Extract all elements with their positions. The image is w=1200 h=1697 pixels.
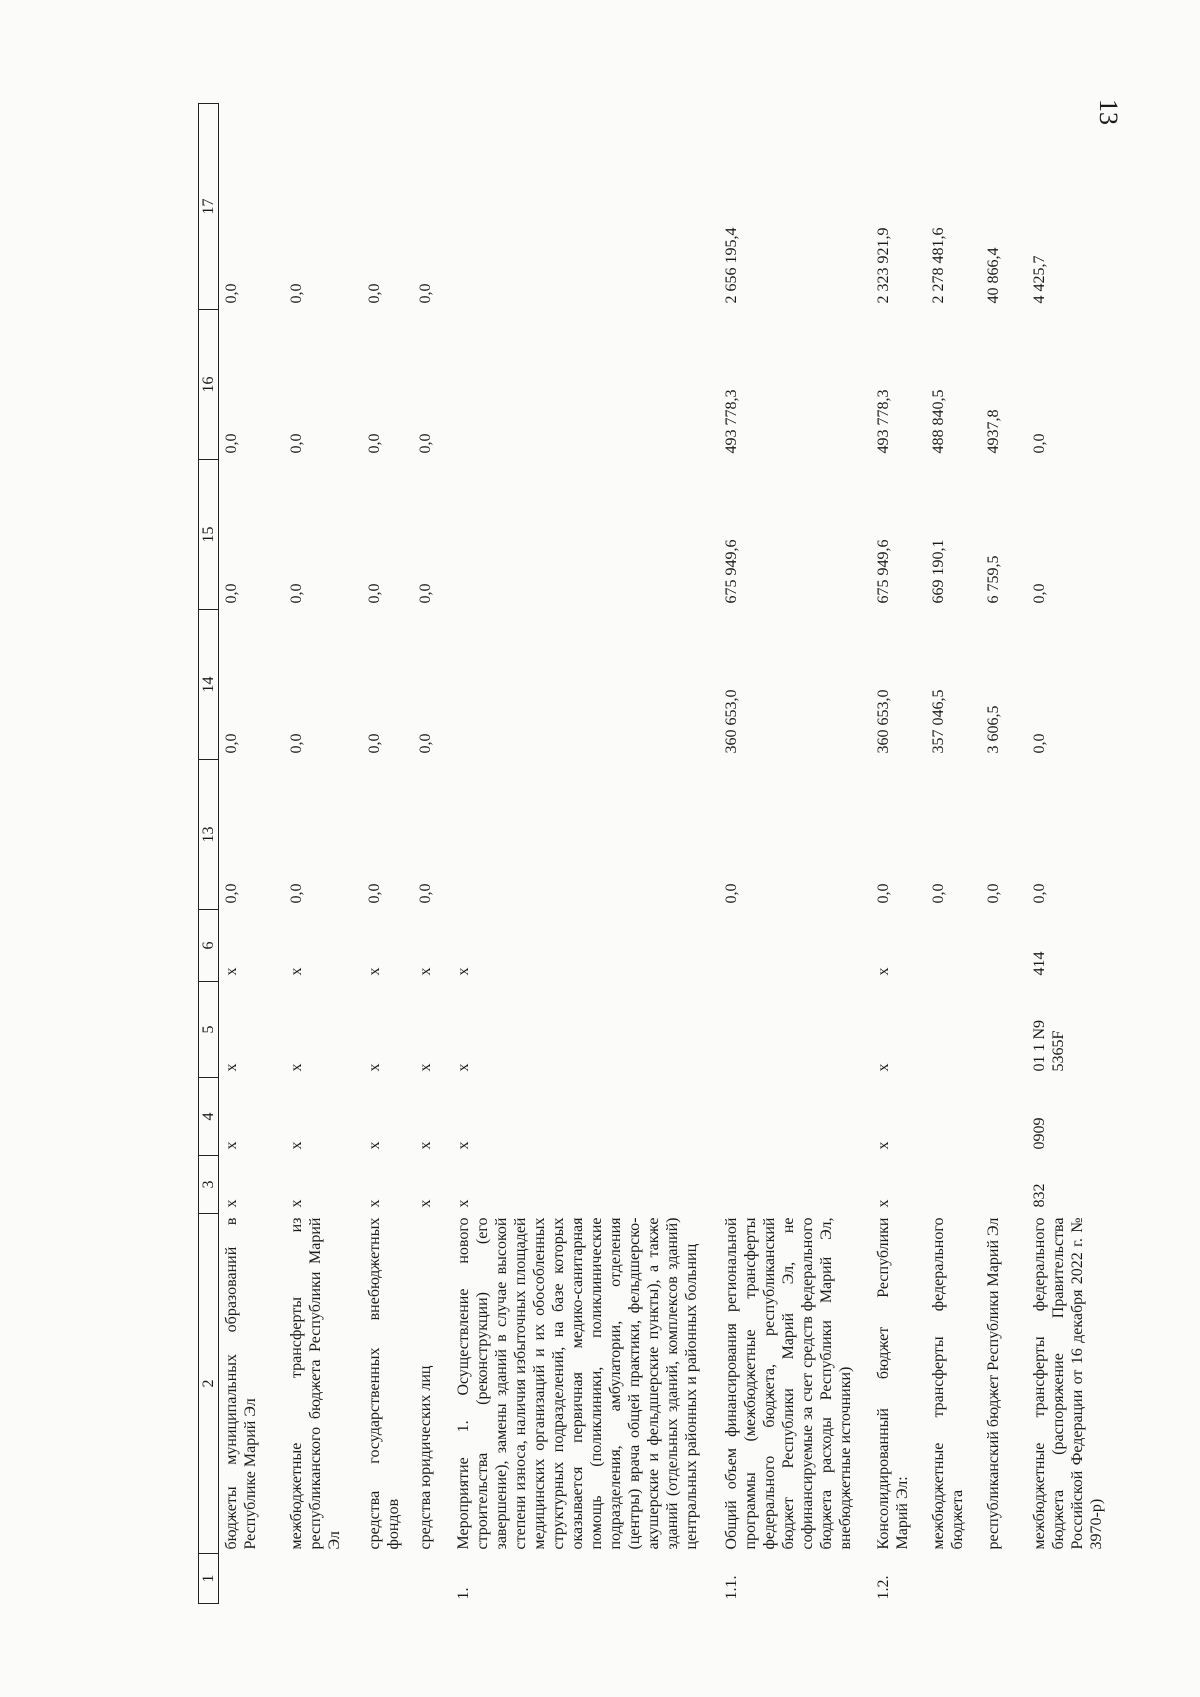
col-5-value: х [288, 1063, 305, 1072]
table-row [856, 104, 913, 1604]
header-cell: 13 [199, 760, 219, 910]
col-15-value: 0,0 [1031, 583, 1048, 604]
col-15-value: 675 949,6 [723, 539, 740, 604]
col-3-value: х [417, 1199, 434, 1208]
col-3-value: 832 [1031, 1183, 1048, 1208]
row-description: Консолидированный бюджет Республики Марий Эл: [875, 1217, 911, 1550]
col-16-value: 488 840,5 [930, 389, 947, 454]
col-14-value [436, 610, 702, 760]
row-number [261, 1554, 345, 1604]
col-5-value [913, 982, 968, 1078]
col-14-value: 360 653,0 [723, 689, 740, 754]
col-16-value: 493 778,3 [723, 389, 740, 454]
header-cell: 1 [199, 1554, 219, 1604]
col-4-value: х [417, 1141, 434, 1150]
budget-table [198, 103, 1107, 1604]
col-5-value [702, 982, 856, 1078]
col-14-value: 0,0 [288, 733, 305, 754]
row-description: средства юридических лиц [417, 1365, 434, 1550]
col-16-value: 0,0 [366, 433, 383, 454]
header-cell: 3 [199, 1156, 219, 1214]
header-row [199, 104, 219, 1604]
row-description: Общий объем финансирования региональной программы (межбюджетные трансферты федерального бюджета, республиканский бюджет Республики Марий Эл, не софинансируемые за счет средств федерального бюджета расходы Республики Марий Эл, внебюджетные источники) [723, 1217, 854, 1550]
table-row [436, 104, 702, 1604]
col-13-value: 0,0 [288, 883, 305, 904]
col-17-value: 0,0 [417, 283, 434, 304]
col-16-value: 4937,8 [985, 409, 1002, 454]
col-17-value: 4 425,7 [1031, 255, 1048, 304]
col-4-value: х [288, 1141, 305, 1150]
col-5-value: 01 1 N9 5365F [1031, 1019, 1067, 1072]
col-13-value [436, 760, 702, 910]
row-number: 1.2. [875, 1575, 892, 1600]
row-description: межбюджетные трансферты из республиканского бюджета Республики Марий Эл [288, 1217, 343, 1550]
col-4-value [702, 1078, 856, 1156]
row-number: 1. [455, 1587, 472, 1600]
col-3-value: х [288, 1199, 305, 1208]
col-5-value [968, 982, 1004, 1078]
col-6-value: х [455, 967, 472, 976]
col-4-value: х [455, 1141, 472, 1150]
header-cell: 4 [199, 1078, 219, 1156]
col-17-value: 0,0 [366, 283, 383, 304]
col-14-value: 0,0 [366, 733, 383, 754]
col-3-value [968, 1156, 1004, 1214]
table-row [913, 104, 968, 1604]
col-14-value: 3 606,5 [985, 705, 1002, 754]
row-number: 1.1. [723, 1575, 740, 1600]
col-13-value: 0,0 [875, 883, 892, 904]
col-3-value: х [875, 1199, 892, 1208]
col-17-value: 2 656 195,4 [723, 227, 740, 304]
col-4-value: х [875, 1141, 892, 1150]
header-cell: 2 [199, 1214, 219, 1554]
row-description: средства государственных внебюджетных фондов [366, 1217, 402, 1550]
table-row [968, 104, 1004, 1604]
col-4-value: 0909 [1031, 1117, 1048, 1150]
header-cell: 5 [199, 982, 219, 1078]
col-15-value: 0,0 [288, 583, 305, 604]
col-5-value: х [417, 1063, 434, 1072]
col-15-value [436, 460, 702, 610]
row-description: республиканский бюджет Республики Марий Эл [985, 1217, 1002, 1550]
col-5-value: х [223, 1063, 240, 1072]
col-14-value: 0,0 [1031, 733, 1048, 754]
col-13-value: 0,0 [366, 883, 383, 904]
page-number: 13 [1094, 99, 1123, 125]
header-cell: 16 [199, 310, 219, 460]
col-4-value [968, 1078, 1004, 1156]
col-16-value: 0,0 [223, 433, 240, 454]
col-4-value [913, 1078, 968, 1156]
row-number [345, 1554, 404, 1604]
col-6-value: х [417, 967, 434, 976]
col-6-value: х [288, 967, 305, 976]
col-3-value: х [366, 1199, 383, 1208]
col-5-value: х [875, 1063, 892, 1072]
col-4-value: х [366, 1141, 383, 1150]
row-description: бюджеты муниципальных образований в Республике Марий Эл [223, 1217, 259, 1550]
col-3-value: х [223, 1199, 240, 1208]
row-number [913, 1554, 968, 1604]
row-number [1004, 1554, 1107, 1604]
col-14-value: 0,0 [223, 733, 240, 754]
col-13-value: 0,0 [723, 883, 740, 904]
col-14-value: 360 653,0 [875, 689, 892, 754]
col-5-value: х [455, 1063, 472, 1072]
col-6-value [968, 910, 1004, 982]
col-17-value: 2 278 481,6 [930, 227, 947, 304]
table-row [261, 104, 345, 1604]
table-row [219, 104, 262, 1604]
col-6-value [702, 910, 856, 982]
row-description: межбюджетные трансферты федерального бюджета (распоряжение Правительства Российской Федерации от 16 декабря 2022 г. № 3970-р) [1031, 1217, 1105, 1550]
col-16-value: 493 778,3 [875, 389, 892, 454]
row-number [219, 1554, 262, 1604]
col-17-value [436, 104, 702, 310]
col-16-value [436, 310, 702, 460]
col-6-value: х [223, 967, 240, 976]
col-15-value: 0,0 [366, 583, 383, 604]
row-description: Мероприятие 1. Осуществление нового строительства (реконструкции) (его завершение), замены зданий в случае высокой степени износа, наличия избыточных площадей медицинских организаций и их обособленных структурных подразделений, на базе которых оказывается первичная медико-санитарная помощь (поликлиники, поликлинические подразделения, амбулатории, отделения (центры) врача общей практики, фельдшерско-акушерские и фельдшерские пункты), а также зданий (отдельных зданий, комплексов зданий) центральных районных и районных больниц [455, 1217, 700, 1550]
col-6-value: х [366, 967, 383, 976]
header-cell: 6 [199, 910, 219, 982]
col-16-value: 0,0 [417, 433, 434, 454]
col-6-value: 414 [1031, 951, 1048, 976]
col-5-value: х [366, 1063, 383, 1072]
col-14-value: 0,0 [417, 733, 434, 754]
col-16-value: 0,0 [288, 433, 305, 454]
header-cell: 17 [199, 104, 219, 310]
rotated-table-container [198, 104, 1200, 1604]
table-row [404, 104, 436, 1604]
row-number [404, 1554, 436, 1604]
table-row [1004, 104, 1107, 1604]
col-17-value: 0,0 [288, 283, 305, 304]
col-6-value: х [875, 967, 892, 976]
table-row [345, 104, 404, 1604]
col-6-value [913, 910, 968, 982]
col-15-value: 0,0 [223, 583, 240, 604]
header-cell: 15 [199, 460, 219, 610]
col-15-value: 6 759,5 [985, 555, 1002, 604]
col-3-value: х [455, 1199, 472, 1208]
col-13-value: 0,0 [985, 883, 1002, 904]
col-15-value: 669 190,1 [930, 539, 947, 604]
col-17-value: 40 866,4 [985, 247, 1002, 304]
col-15-value: 0,0 [417, 583, 434, 604]
col-17-value: 2 323 921,9 [875, 227, 892, 304]
col-13-value: 0,0 [223, 883, 240, 904]
table-row [702, 104, 856, 1604]
col-3-value [702, 1156, 856, 1214]
col-13-value: 0,0 [417, 883, 434, 904]
col-13-value: 0,0 [1031, 883, 1048, 904]
col-13-value: 0,0 [930, 883, 947, 904]
col-16-value: 0,0 [1031, 433, 1048, 454]
row-number [968, 1554, 1004, 1604]
header-cell: 14 [199, 610, 219, 760]
col-3-value [913, 1156, 968, 1214]
col-17-value: 0,0 [223, 283, 240, 304]
row-description: межбюджетные трансферты федерального бюджета [930, 1217, 966, 1550]
col-4-value: х [223, 1141, 240, 1150]
col-14-value: 357 046,5 [930, 689, 947, 754]
col-15-value: 675 949,6 [875, 539, 892, 604]
